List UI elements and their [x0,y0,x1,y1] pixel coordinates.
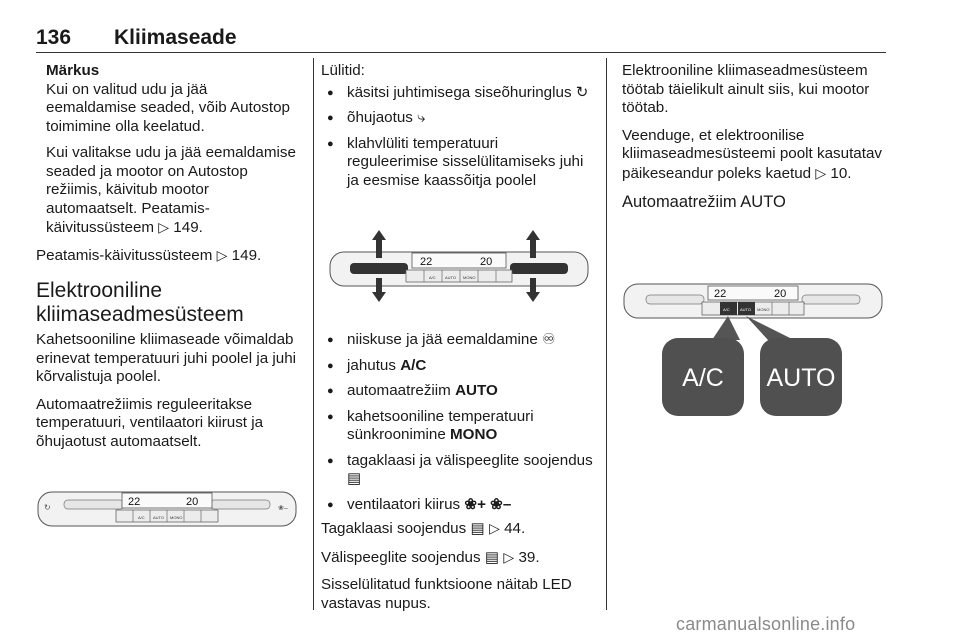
panel-mono-button: MONO [170,515,183,520]
heated-window-icon: ▤ [484,548,500,566]
panel-ac-button: A/C [429,275,436,280]
section-heading: Elektrooniline kliimaseadmesüsteem [36,279,244,326]
recirculation-icon: ↻ [575,83,589,101]
paragraph-led: Sisselülitatud funktsioone näitab LED vastavas nupus. [321,576,572,612]
note-paragraph-2: Kui valitakse udu ja jää eemaldamise seaded ja mootor on Autostop režiimis, käivitub mootor automaatselt. Peatamis-käivitussüsteem ▷ 149. [46,144,296,236]
switches-list [321,84,593,191]
list-item: ● kahetsooniline temperatuuri sünkroonimine MONO [321,408,593,445]
note-paragraph-1: Kui on valitud udu ja jää eemaldamise seaded, võib Autostop toimimine olla keelatud. [46,80,291,135]
panel-auto-button: AUTO [445,275,457,280]
list-item: ● automaatrežiim AUTO [321,382,593,401]
fan-speed-icon: ❀+ ❀– [464,495,512,513]
switches-intro: Lülitid: [321,62,365,79]
heated-window-icon: ▤ [470,520,485,537]
temperature-switch-figure [328,230,590,304]
page-header [36,26,886,52]
panel-ac-button: A/C [723,307,730,312]
header-rule [36,52,886,53]
page-ref-icon[interactable]: ▷ [216,246,228,263]
column-2 [321,62,593,197]
list-item: ● käsitsi juhtimisega siseõhuringlus ↻ [321,84,593,103]
panel-temp-right: 20 [774,288,787,300]
list-item: ● niiskuse ja jää eemaldamine ♾ [321,331,593,350]
paragraph-sun-sensor: Veenduge, et elektroonilise kliimaseadmesüsteemi poolt kasutatav päikeseandur poleks kaetud ▷ 10. [622,126,882,182]
paragraph-dual-zone: Kahetsooniline kliimaseade võimaldab erinevat temperatuuri juhi poolel ja juhi kõrvalistuja poolel. [36,331,297,385]
paragraph-engine-running: Elektrooniline kliimaseadmesüsteem töötab täielikult ainult siis, kui mootor töötab. [622,62,870,116]
panel-mono-button: MONO [757,307,770,312]
column-divider-1 [313,58,314,610]
page-ref[interactable]: 39. [518,548,540,566]
climate-panel-figure [36,486,298,532]
page-ref[interactable]: 149. [173,219,203,236]
page-ref-icon[interactable]: ▷ [503,548,515,565]
note-title: Märkus [46,62,100,79]
panel-temp-left: 22 [714,288,727,300]
recirculation-icon: ↻ [44,503,51,512]
paragraph-rear-heat: Tagaklaasi soojendus ▤ ▷ 44. [321,520,526,537]
fan-icon: ❀– [278,505,288,512]
list-item: ● jahutus A/C [321,357,593,376]
panel-ac-button: A/C [138,515,145,520]
page-number: 136 [36,26,72,49]
panel-auto-button: AUTO [740,307,752,312]
page-ref-icon[interactable]: ▷ [815,164,827,181]
column-divider-2 [606,58,607,610]
ac-callout-label: A/C [682,364,724,392]
list-item: ● õhujaotus ⤷ [321,109,593,128]
paragraph-auto-mode: Automaatrežiimis reguleeritakse temperatuuri, ventilaatori kiirust ja õhujaotust automaatselt. [36,395,264,450]
list-item: ● tagaklaasi ja välispeeglite soojendus ▤ [321,452,593,489]
page-ref-icon[interactable]: ▷ [158,219,170,235]
column-3 [622,62,888,212]
auto-mode-figure [622,282,884,420]
list-item: ● klahvlüliti temperatuuri reguleerimise sisselülitamiseks juhi ja eesmise kaassõitja poolel [321,135,593,191]
panel-temp-left: 22 [128,496,141,508]
column-2-lower [321,331,593,622]
air-distribution-icon: ⤷ [417,109,426,126]
panel-temp-right: 20 [480,256,493,268]
panel-temp-left: 22 [420,256,433,268]
paragraph-mirror-heat: Välispeeglite soojendus ▤ ▷ 39. [321,548,540,566]
auto-callout-label: AUTO [766,364,836,392]
page-ref[interactable]: 10. [830,164,852,182]
page-ref[interactable]: 44. [504,520,526,537]
buttons-list [321,331,593,514]
panel-temp-right: 20 [186,496,199,508]
page-title: Kliimaseade [114,26,237,49]
page-ref-icon[interactable]: ▷ [489,520,500,536]
note-box [36,62,298,238]
paragraph-stop-start: Peatamis-käivitussüsteem ▷ 149. [36,246,262,264]
defrost-icon: ♾ [542,331,556,348]
panel-auto-button: AUTO [153,515,165,520]
heated-window-icon: ▤ [347,470,362,487]
page-ref[interactable]: 149. [231,246,262,264]
list-item: ● ventilaatori kiirus ❀+ ❀– [321,496,593,515]
section-heading-auto: Automaatrežiim AUTO [622,193,786,211]
panel-mono-button: MONO [463,275,476,280]
column-1 [36,62,298,460]
watermark: carmanualsonline.info [676,614,856,634]
